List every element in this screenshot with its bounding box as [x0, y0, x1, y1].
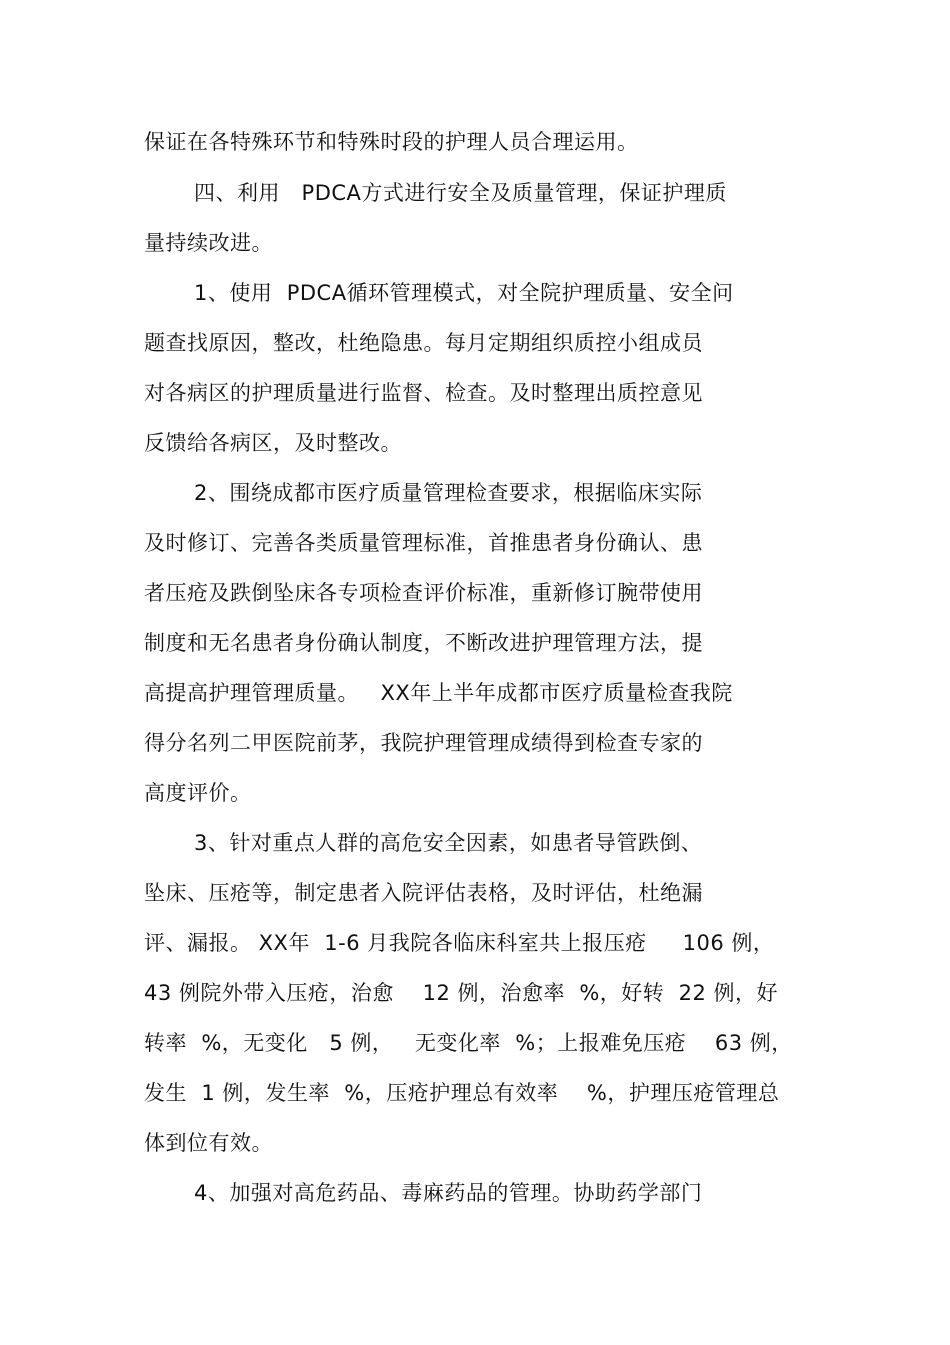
text-line-13: 得分名列二甲医院前茅，我院护理管理成绩得到检查专家的 [144, 731, 703, 755]
text-line-11: 制度和无名患者身份确认制度，不断改进护理管理方法，提 [144, 631, 703, 655]
paragraph-2-start: 2、围绕成都市医疗质量管理检查要求，根据临床实际 [194, 481, 703, 505]
text-line-20: 发生 1 例，发生率 %，压疮护理总有效率 %，护理压疮管理总 [144, 1081, 780, 1105]
text-line-16: 坠床、压疮等，制定患者入院评估表格，及时评估，杜绝漏 [144, 881, 703, 905]
text-line-6: 对各病区的护理质量进行监督、检查。及时整理出质控意见 [144, 381, 703, 405]
text-line-17: 评、漏报。 XX年 1-6 月我院各临床科室共上报压疮 106 例， [144, 931, 775, 955]
paragraph-3-start: 3、针对重点人群的高危安全因素，如患者导管跌倒、 [194, 831, 703, 855]
text-line-14: 高度评价。 [144, 781, 252, 805]
text-line-12: 高提高护理管理质量。 XX年上半年成都市医疗质量检查我院 [144, 681, 733, 705]
text-line-19: 转率 %，无变化 5 例， 无变化率 %；上报难免压疮 63 例， [144, 1031, 793, 1055]
text-line-3: 量持续改进。 [144, 231, 273, 255]
text-line-9: 及时修订、完善各类质量管理标准，首推患者身份确认、患 [144, 531, 703, 555]
text-line-21: 体到位有效。 [144, 1131, 273, 1155]
text-line-7: 反馈给各病区，及时整改。 [144, 431, 402, 455]
text-line-18: 43 例院外带入压疮，治愈 12 例，治愈率 %，好转 22 例，好 [144, 981, 779, 1005]
text-line-10: 者压疮及跌倒坠床各专项检查评价标准，重新修订腕带使用 [144, 581, 703, 605]
text-line-5: 题查找原因，整改，杜绝隐患。每月定期组织质控小组成员 [144, 331, 703, 355]
text-line-1: 保证在各特殊环节和特殊时段的护理人员合理运用。 [144, 130, 639, 154]
paragraph-1-start: 1、使用 PDCA循环管理模式，对全院护理质量、安全问 [194, 281, 734, 305]
paragraph-4-start: 4、加强对高危药品、毒麻药品的管理。协助药学部门 [194, 1181, 703, 1205]
section-heading-4: 四、利用 PDCA方式进行安全及质量管理，保证护理质 [194, 181, 727, 205]
